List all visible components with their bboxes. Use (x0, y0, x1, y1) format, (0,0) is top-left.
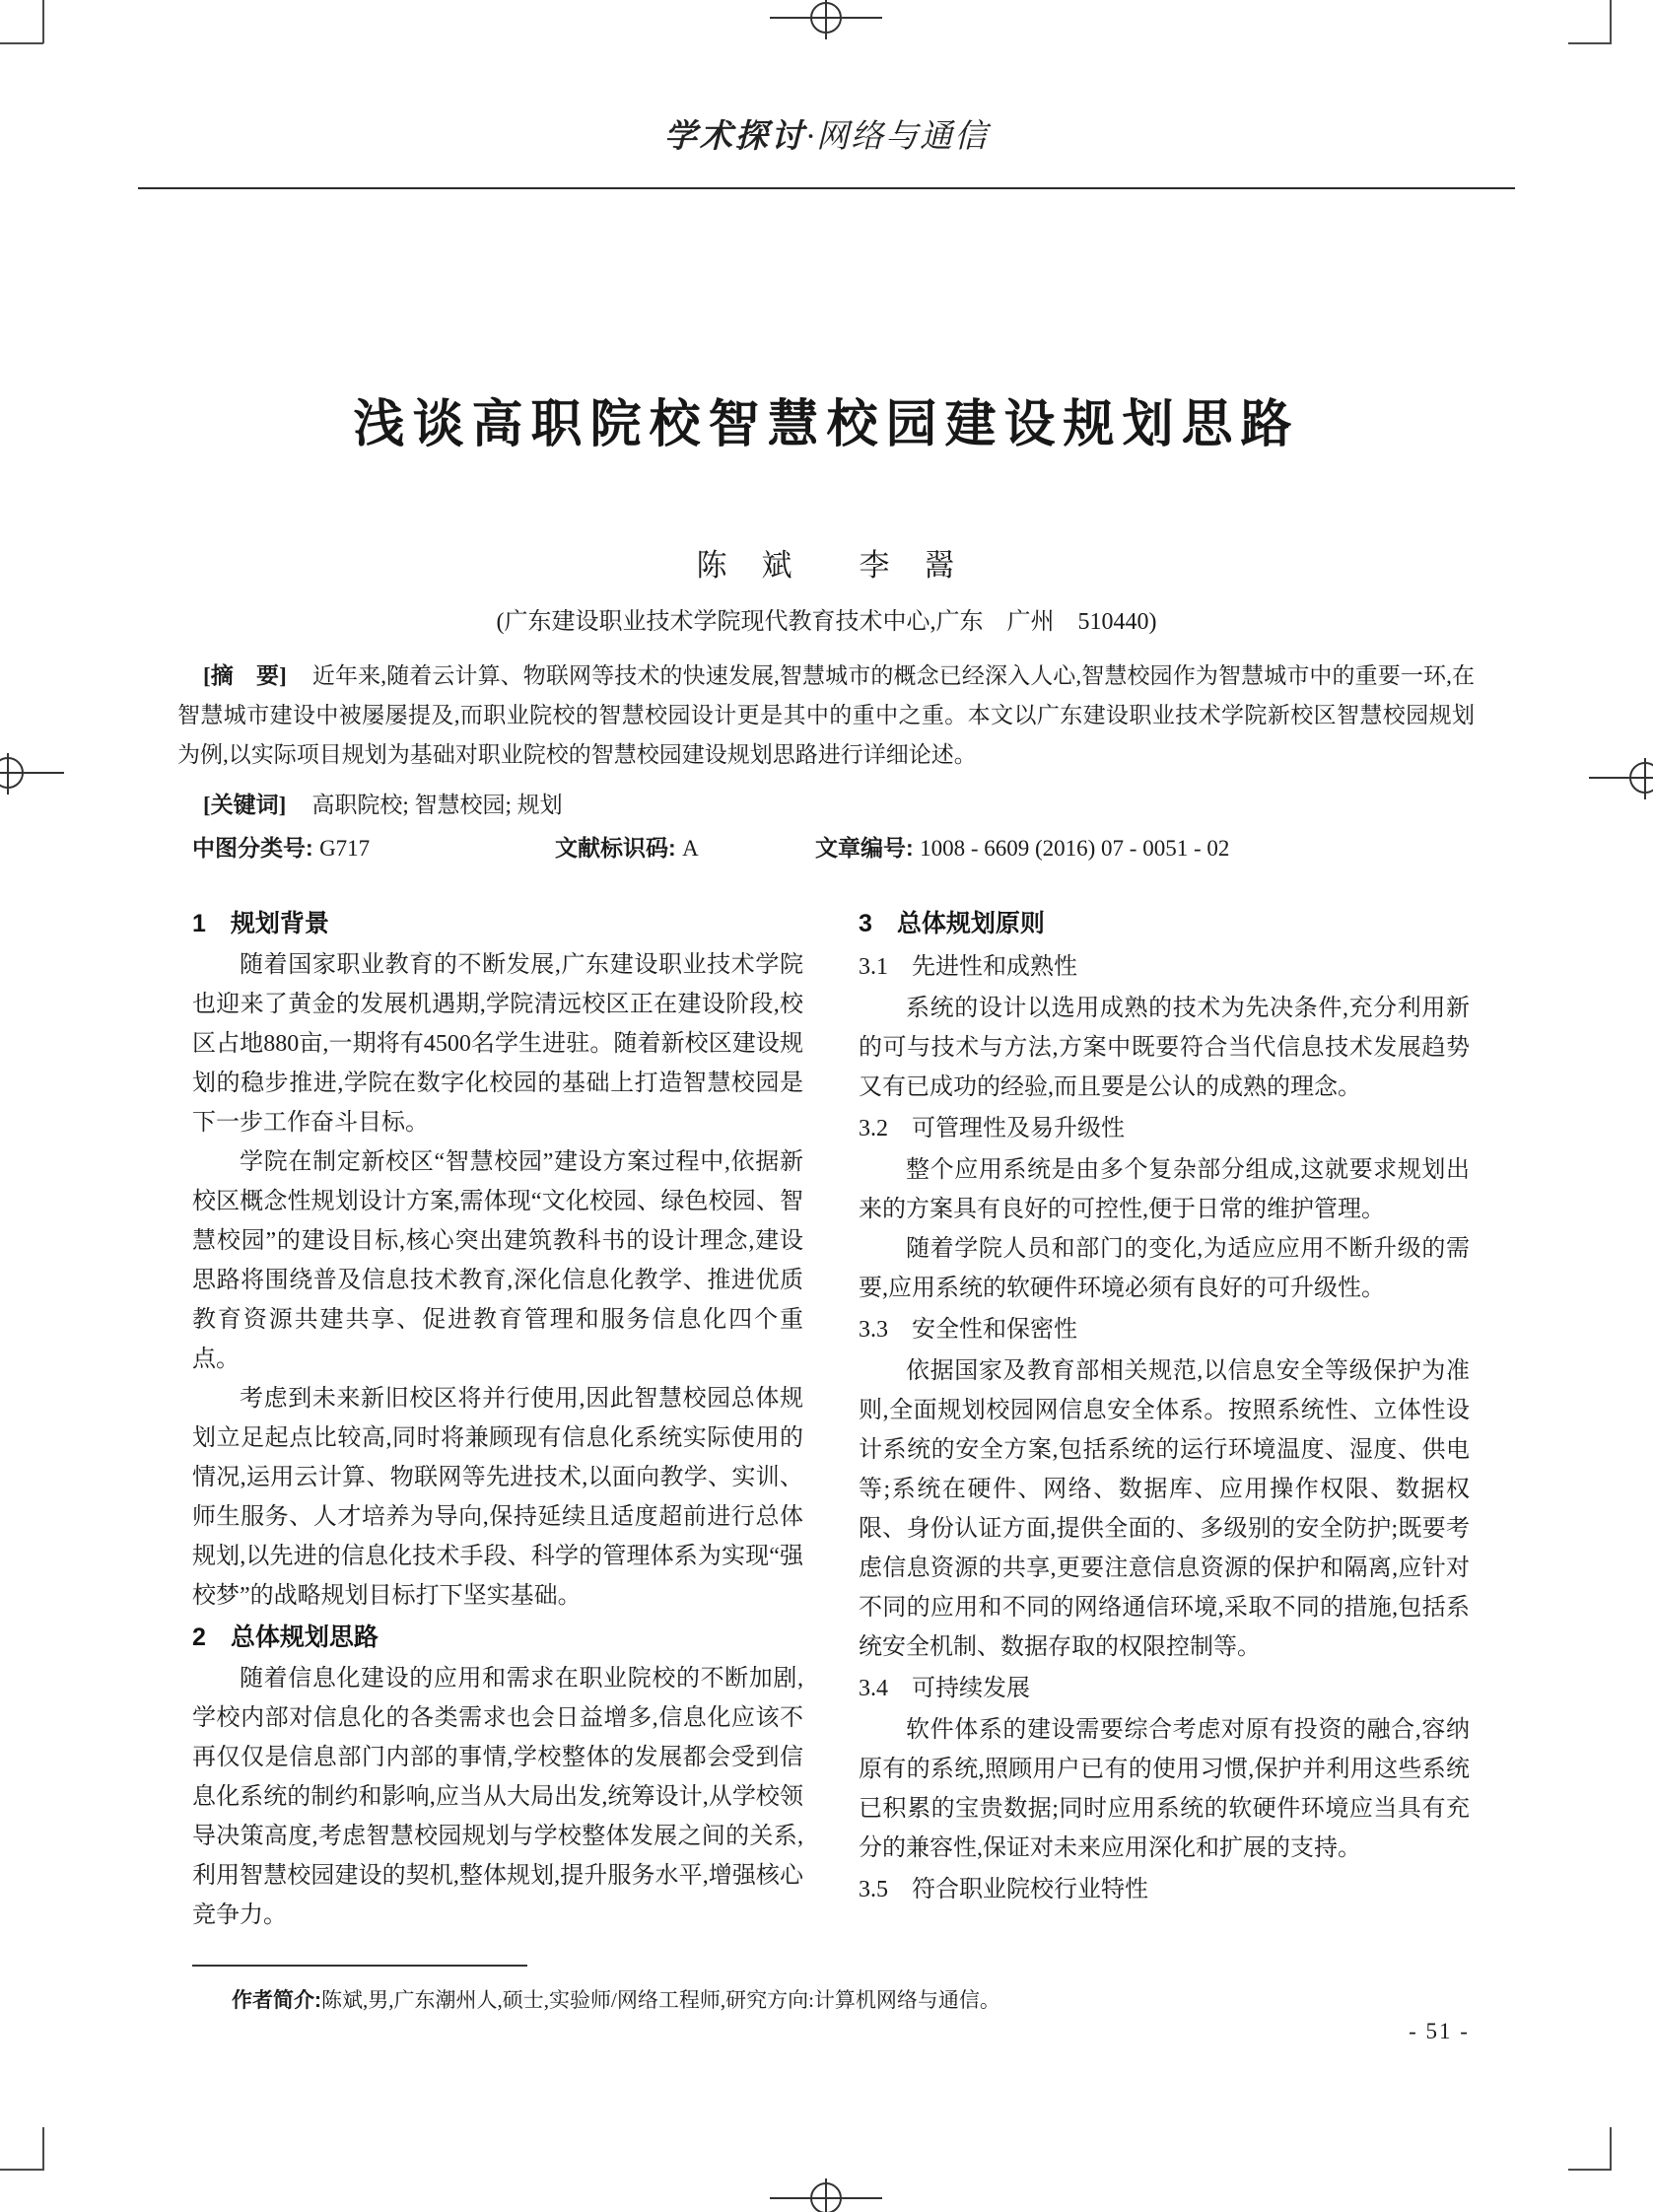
paragraph: 随着国家职业教育的不断发展,广东建设职业技术学院也迎来了黄金的发展机遇期,学院清远校区正在建设阶段,校区占地880亩,一期将有4500名学生进驻。随着新校区建设规划的稳步推进,学院在数字化校园的基础上打造智慧校园是下一步工作奋斗目标。 (192, 952, 803, 1136)
classification-line (0, 830, 1653, 864)
paragraph: 考虑到未来新旧校区将并行使用,因此智慧校园总体规划立足起点比较高,同时将兼顾现有信息化系统实际使用的情况,运用云计算、物联网等先进技术,以面向教学、实训、师生服务、人才培养为导向,保持延续且适度超前进行总体规划,以先进的信息化技术手段、科学的管理体系为实现“强校梦”的战略规划目标打下坚实基础。 (192, 1386, 803, 1609)
article-number-label: 文章编号: (815, 835, 921, 861)
abstract-label: [摘 要] (203, 663, 287, 688)
journal-column-name: ·网络与通信 (805, 119, 990, 155)
journal-section-name: 学术探讨 (663, 119, 806, 155)
paragraph: 随着信息化建设的应用和需求在职业院校的不断加剧,学校内部对信息化的各类需求也会日益增多,信息化应该不再仅仅是信息部门内部的事情,学校整体的发展都会受到信息化系统的制约和影响,应当从大局出发,统筹设计,从学校领导决策高度,考虑智慧校园规划与学校整体发展之间的关系,利用智慧校园建设的契机,整体规划,提升服务水平,增强核心竞争力。 (192, 1666, 803, 1928)
footnote-rule (192, 1965, 527, 1967)
registration-mark-top-icon (767, 0, 885, 43)
registration-mark-bottom-icon (767, 2177, 885, 2212)
paragraph: 依据国家及教育部相关规范,以信息安全等级保护为准则,全面规划校园网信息安全体系。按照系统性、立体性设计系统的安全方案,包括系统的运行环境温度、湿度、供电等;系统在硬件、网络、数据库、应用操作权限、数据权限、身份认证方面,提供全面的、多级别的安全防护;既要考虑信息资源的共享,更要注意信息资源的保护和隔离,应针对不同的应用和不同的网络通信环境,采取不同的措施,包括系统安全机制、数据存取的权限控制等。 (859, 1358, 1470, 1660)
abstract-text: 近年来,随着云计算、物联网等技术的快速发展,智慧城市的概念已经深入人心,智慧校园作为智慧城市中的重要一环,在智慧城市建设中被屡屡提及,而职业院校的智慧校园设计更是其中的重中之重。本文以广东建设职业技术学院新校区智慧校园规划为例,以实际项目规划为基础对职业院校的智慧校园建设规划思路进行详细论述。 (177, 663, 1475, 767)
keywords-line (177, 787, 1475, 819)
page-number: - 51 - (1409, 2019, 1470, 2043)
abstract (177, 657, 1475, 775)
right-column (859, 902, 1470, 1935)
document-code-label: 文献标识码: (555, 835, 683, 861)
document-code-value: A (682, 836, 699, 861)
section-3-2-heading: 3.2 可管理性及易升级性 (859, 1116, 1125, 1141)
document-code (555, 830, 699, 863)
article-number (815, 830, 1229, 863)
author-bio (192, 1983, 1296, 2018)
section-3-heading: 3 总体规划原则 (859, 910, 1045, 937)
paragraph: 学院在制定新校区“智慧校园”建设方案过程中,依据新校区概念性规划设计方案,需体现“文化校园、绿色校园、智慧校园”的建设目标,核心突出建筑教科书的设计理念,建设思路将围绕普及信息技术教育,深化信息化教学、推进优质教育资源共建共享、促进教育管理和服务信息化四个重点。 (192, 1149, 803, 1372)
affiliation: (广东建设职业技术学院现代教育技术中心,广东 广州 510440) (496, 609, 1157, 635)
section-3-1-heading: 3.1 先进性和成熟性 (859, 954, 1077, 980)
clc-number (192, 830, 370, 863)
clc-value: G717 (319, 836, 371, 861)
section-3-4-heading: 3.4 可持续发展 (859, 1676, 1030, 1701)
header-rule (138, 187, 1515, 189)
paragraph: 系统的设计以选用成熟的技术为先决条件,充分利用新的可与技术与方法,方案中既要符合当代信息技术发展趋势又有已成功的经验,而且要是公认的成熟的理念。 (859, 996, 1470, 1100)
section-2-heading: 2 总体规划思路 (192, 1624, 379, 1651)
author-bio-text: 陈斌,男,广东潮州人,硕士,实验师/网络工程师,研究方向:计算机网络与通信。 (321, 1988, 1000, 2012)
keywords-label: [关键词] (203, 793, 287, 817)
clc-label: 中图分类号: (192, 835, 320, 861)
section-3-5-heading: 3.5 符合职业院校行业特性 (859, 1877, 1148, 1902)
author-bio-label: 作者简介: (232, 1989, 321, 2012)
body-columns (192, 902, 1470, 1935)
article-title: 浅谈高职院校智慧校园建设规划思路 (353, 396, 1300, 453)
paragraph: 整个应用系统是由多个复杂部分组成,这就要求规划出来的方案具有良好的可控性,便于日常的维护管理。 (859, 1157, 1470, 1222)
article-number-value: 1008 - 6609 (2016) 07 - 0051 - 02 (920, 836, 1230, 861)
journal-section-header (0, 110, 1653, 157)
keywords-text: 高职院校; 智慧校园; 规划 (311, 793, 563, 817)
paragraph: 软件体系的建设需要综合考虑对原有投资的融合,容纳原有的系统,照顾用户已有的使用习惯,保护并利用这些系统已积累的宝贵数据;同时应用系统的软硬件环境应当具有充分的兼容性,保证对未来应用深化和扩展的支持。 (859, 1717, 1470, 1861)
section-1-heading: 1 规划背景 (192, 910, 329, 937)
authors: 陈 斌 李 翯 (696, 548, 957, 583)
paragraph: 随着学院人员和部门的变化,为适应应用不断升级的需要,应用系统的软硬件环境必须有良好的可升级性。 (859, 1236, 1470, 1301)
registration-mark-right-icon (1586, 758, 1653, 801)
left-column (192, 902, 803, 1935)
section-3-3-heading: 3.3 安全性和保密性 (859, 1317, 1077, 1343)
registration-mark-left-icon (0, 753, 67, 796)
